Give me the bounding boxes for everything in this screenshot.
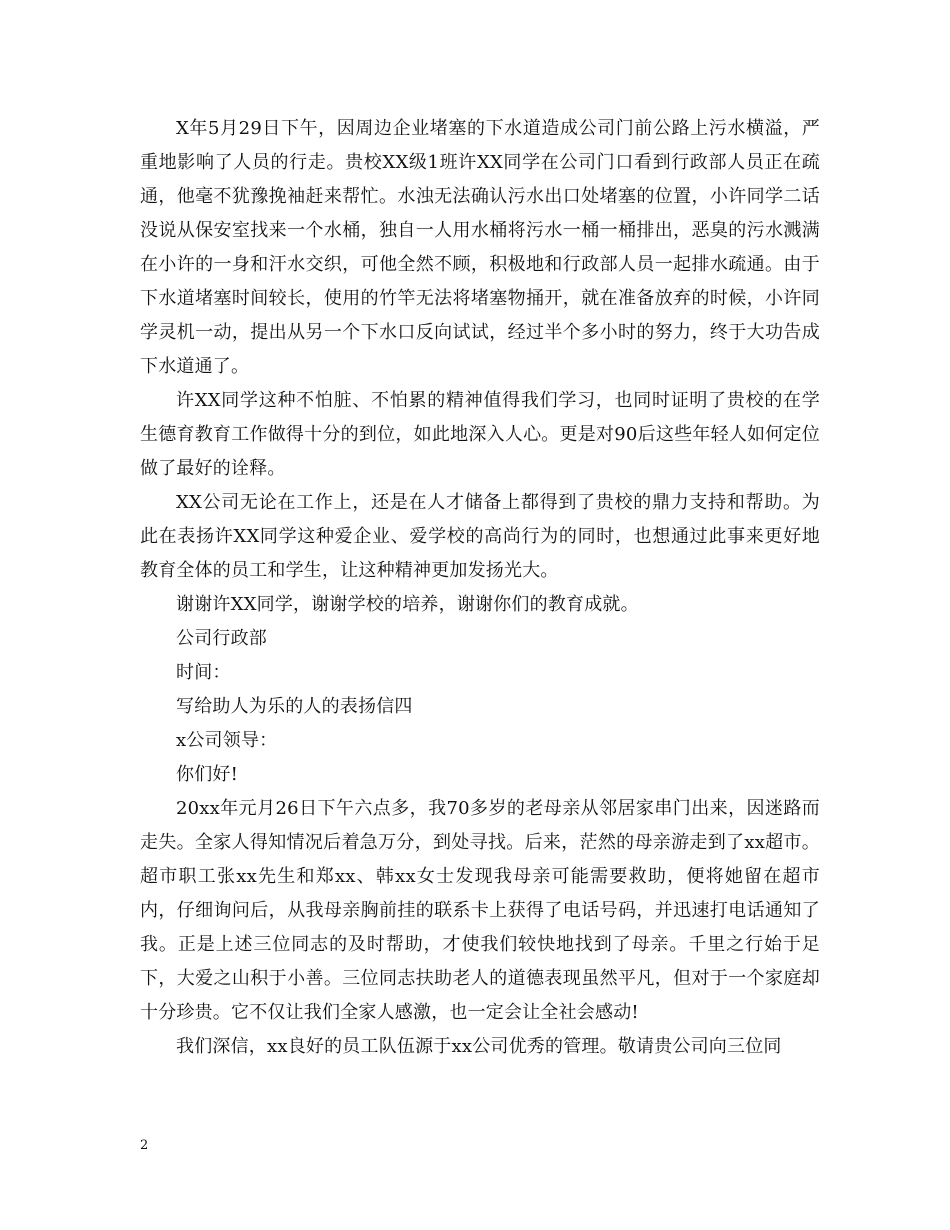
signature-department: 公司行政部 xyxy=(176,628,267,649)
greeting: 你们好! xyxy=(176,764,239,785)
document-body xyxy=(140,112,820,1064)
page-number: 2 xyxy=(140,1138,149,1153)
paragraph-company-support: XX公司无论在工作上，还是在人才储备上都得到了贵校的鼎力支持和帮助。为此在表扬许XX同学这种爱企业、爱学校的高尚行为的同时，也想通过此事来更好地教育全体的员工和学生，让这种精神更加发扬光大。 xyxy=(140,492,820,581)
signature-date: 时间： xyxy=(176,662,231,683)
paragraph-lost-mother: 20xx年元月26日下午六点多，我70多岁的老母亲从邻居家串门出来，因迷路而走失。全家人得知情况后着急万分，到处寻找。后来，茫然的母亲游走到了xx超市。超市职工张xx先生和郑xx、韩xx女士发现我母亲可能需要救助，便将她留在超市内，仔细询问后，从我母亲胸前挂的联系卡上获得了电话号码，并迅速打电话通知了我。正是上述三位同志的及时帮助，才使我们较快地找到了母亲。千里之行始于足下，大爱之山积于小善。三位同志扶助老人的道德表现虽然平凡，但对于一个家庭却十分珍贵。它不仅让我们全家人感激，也一定会让全社会感动! xyxy=(140,798,820,1023)
paragraph-praise: 许XX同学这种不怕脏、不怕累的精神值得我们学习，也同时证明了贵校的在学生德育教育工作做得十分的到位，如此地深入人心。更是对90后这些年轻人如何定位做了最好的诠释。 xyxy=(140,390,820,479)
paragraph-thanks: 谢谢许XX同学，谢谢学校的培养，谢谢你们的教育成就。 xyxy=(176,594,639,615)
paragraph-incident: X年5月29日下午，因周边企业堵塞的下水道造成公司门前公路上污水横溢，严重地影响了人员的行走。贵校XX级1班许XX同学在公司门口看到行政部人员正在疏通，他毫不犹豫挽袖赶来帮忙。水浊无法确认污水出口处堵塞的位置，小许同学二话没说从保安室找来一个水桶，独自一人用水桶将污水一桶一桶排出，恶臭的污水溅满在小许的一身和汗水交织，可他全然不顾，积极地和行政部人员一起排水疏通。由于下水道堵塞时间较长，使用的竹竿无法将堵塞物捅开，就在准备放弃的时候，小许同学灵机一动，提出从另一个下水口反向试试，经过半个多小时的努力，终于大功告成下水道通了。 xyxy=(140,118,820,377)
salutation: x公司领导： xyxy=(176,730,278,751)
section-title: 写给助人为乐的人的表扬信四 xyxy=(176,696,413,717)
paragraph-belief: 我们深信，xx良好的员工队伍源于xx公司优秀的管理。敬请贵公司向三位同 xyxy=(176,1036,782,1057)
